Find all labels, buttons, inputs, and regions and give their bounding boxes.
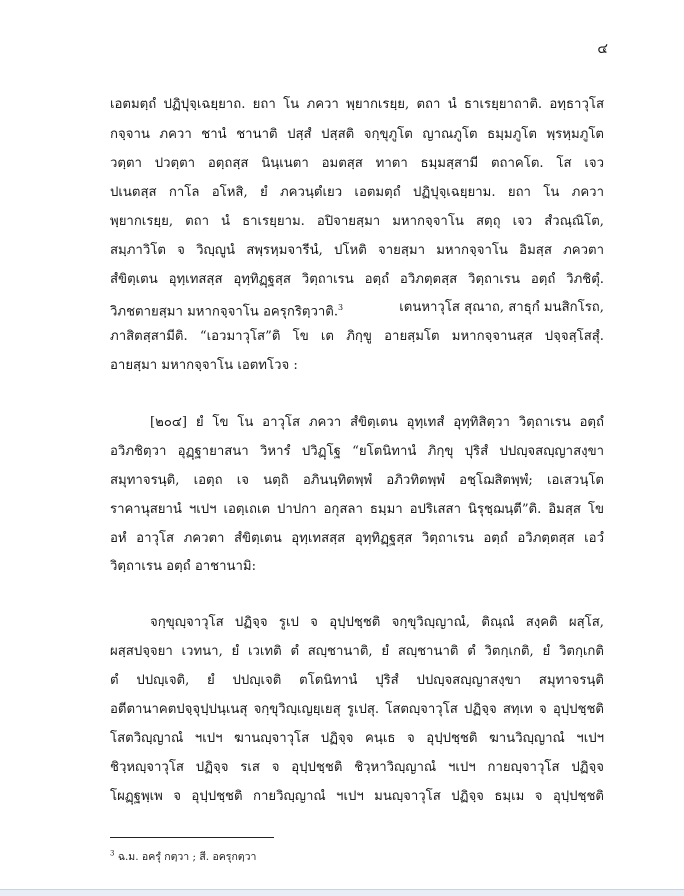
footnote-separator	[110, 837, 274, 838]
footnote-marker: 3	[110, 849, 115, 858]
paragraph-1-line-3: วตฺตา ปวตฺตา อตฺถสฺส นินฺเนตา อมตสฺส ทาตา ธมฺมสฺสามี ตถาคโต. โส เจว	[110, 156, 604, 171]
paragraph-1-line-6: สมฺภาวิโต จ วิญฺญูนํ สพฺรหฺมจารีนํ, ปโหติ จายสฺมา มหากจฺจาโน อิมสฺส ภควตา	[110, 243, 604, 258]
page-number: ๔	[597, 41, 608, 57]
paragraph-1-line-1: เอตมตฺถํ ปฏิปุจฺเฉยฺยาถ. ยถา โน ภควา พฺยากเรยฺย, ตถา นํ ธาเรยฺยาถาติ. อทฺธาวุโส	[110, 97, 604, 112]
paragraph-1-line-9: ภาสิตสฺสามีติ. “เอวมาวุโส”ติ โข เต ภิกฺขู อายสฺมโต มหากจฺจานสฺส ปจฺจสฺโสสุํ.	[110, 329, 604, 344]
paragraph-1-line-7: สํขิตฺเตน อุทฺเทสสฺส อุทฺทิฏฺฐสฺส วิตฺถาเรน อตฺถํ อวิภตฺตสฺส วิตฺถาเรน อตฺถํ วิภชิตุํ.	[110, 272, 604, 287]
paragraph-2-line-5: อหํ อาวุโส ภควตา สํขิตฺเตน อุทฺเทสสฺส อุทฺทิฏฺฐสฺส วิตฺถาเรน อตฺถํ อวิภตฺตสฺส เอวํ	[110, 531, 604, 546]
paragraph-1-line-5: พฺยากเรยฺย, ตถา นํ ธาเรยฺยาม. อปิจายสฺมา มหากจฺจาโน สตฺถุ เจว สํวณฺณิโต,	[110, 214, 604, 229]
paragraph-3-line-1: จกฺขุญฺจาวุโส ปฏิจฺจ รูเป จ อุปฺปชฺชติ จกฺขุวิญฺญาณํ, ติณฺณํ สงฺคติ ผสฺโส,	[150, 615, 604, 630]
paragraph-2-line-2: อวิภชิตฺวา อุฏฺฐายาสนา วิหารํ ปวิฏฺโฐ “ยโตนิทานํ ภิกฺขุ ปุริสํ ปปญฺจสญฺญาสงฺขา	[110, 444, 604, 459]
paragraph-1-line-2: กจฺจาน ภควา ชานํ ชานาติ ปสฺสํ ปสฺสติ จกฺขุภูโต ญาณภูโต ธมฺมภูโต พฺรหฺมภูโต	[110, 127, 604, 142]
paragraph-2-line-4: ราคานุสยานํ ฯเปฯ เอตฺเถเต ปาปกา อกุสลา ธมฺมา อปริเสสา นิรุชฺฌนฺตี”ติ. อิมสฺส โข	[110, 502, 604, 517]
paragraph-3-line-5: โสตวิญฺญาณํ ฯเปฯ ฆานญฺจาวุโส ปฏิจฺจ คนฺเธ จ อุปฺปชฺชติ ฆานวิญฺญาณํ ฯเปฯ	[110, 731, 604, 746]
paragraph-3-line-3: ตํ ปปญฺเจติ, ยํ ปปญฺเจติ ตโตนิทานํ ปุริสํ ปปญฺจสญฺญาสงฺขา สมุทาจรนฺติ	[110, 673, 604, 688]
paragraph-3-line-2: ผสฺสปจฺจยา เวทนา, ยํ เวเทติ ตํ สญฺชานาติ, ยํ สญฺชานาติ ตํ วิตกฺเกติ, ยํ วิตกฺเกติ	[110, 644, 604, 659]
paragraph-1-line-8-head: วิภชตายสฺมา มหากจฺจาโน อครุกริตฺวาติ.	[110, 304, 339, 320]
paragraph-3-line-4: อตีตานาคตปจฺจุปฺปนฺเนสุ จกฺขุวิญฺเญยฺเยสุ รูเปสุ. โสตญฺจาวุโส ปฏิจฺจ สทฺเท จ อุปฺปชฺชติ	[110, 702, 604, 717]
footnote	[110, 848, 256, 865]
footnote-reference[interactable]: 3	[338, 303, 344, 312]
paragraph-2-line-3: สมุทาจรนฺติ, เอตฺถ เจ นตฺถิ อภินนฺทิตพฺพํ อภิวทิตพฺพํ อชฺโฌสิตพฺพํ; เอเสวนฺโต	[110, 473, 604, 488]
paragraph-3-line-7: โผฏฺฐพฺเพ จ อุปฺปชฺชติ กายวิญฺญาณํ ฯเปฯ มนญฺจาวุโส ปฏิจฺจ ธมฺเม จ อุปฺปชฺชติ	[110, 789, 604, 804]
paragraph-1-line-10: อายสฺมา มหากจฺจาโน เอตทโวจ :	[110, 358, 298, 373]
paragraph-2-line-1: [๒๐๔] ยํ โข โน อาวุโส ภควา สํขิตฺเตน อุทฺเทสํ อุทฺทิสิตฺวา วิตฺถาเรน อตฺถํ	[150, 415, 604, 430]
paragraph-3-line-6: ชิวฺหญฺจาวุโส ปฏิจฺจ รเส จ อุปฺปชฺชติ ชิวฺหาวิญฺญาณํ ฯเปฯ กายญฺจาวุโส ปฏิจฺจ	[110, 760, 604, 775]
paragraph-1-line-8-tail: เตนหาวุโส สุณาถ, สาธุกํ มนสิกโรถ,	[399, 300, 604, 315]
paragraph-1-line-8	[110, 299, 604, 321]
footnote-text: ฉ.ม. อครุํ กตฺวา ; สี. อครุกตฺวา	[117, 851, 257, 863]
paragraph-1-line-4: ปเนตสฺส กาโล อโหสิ, ยํ ภควนฺตํเยว เอตมตฺถํ ปฏิปุจฺเฉยฺยาม. ยถา โน ภควา	[110, 185, 604, 200]
viewer-bottom-edge	[0, 889, 684, 896]
paragraph-2-line-6: วิตฺถาเรน อตฺถํ อาชานามิ:	[110, 559, 257, 574]
